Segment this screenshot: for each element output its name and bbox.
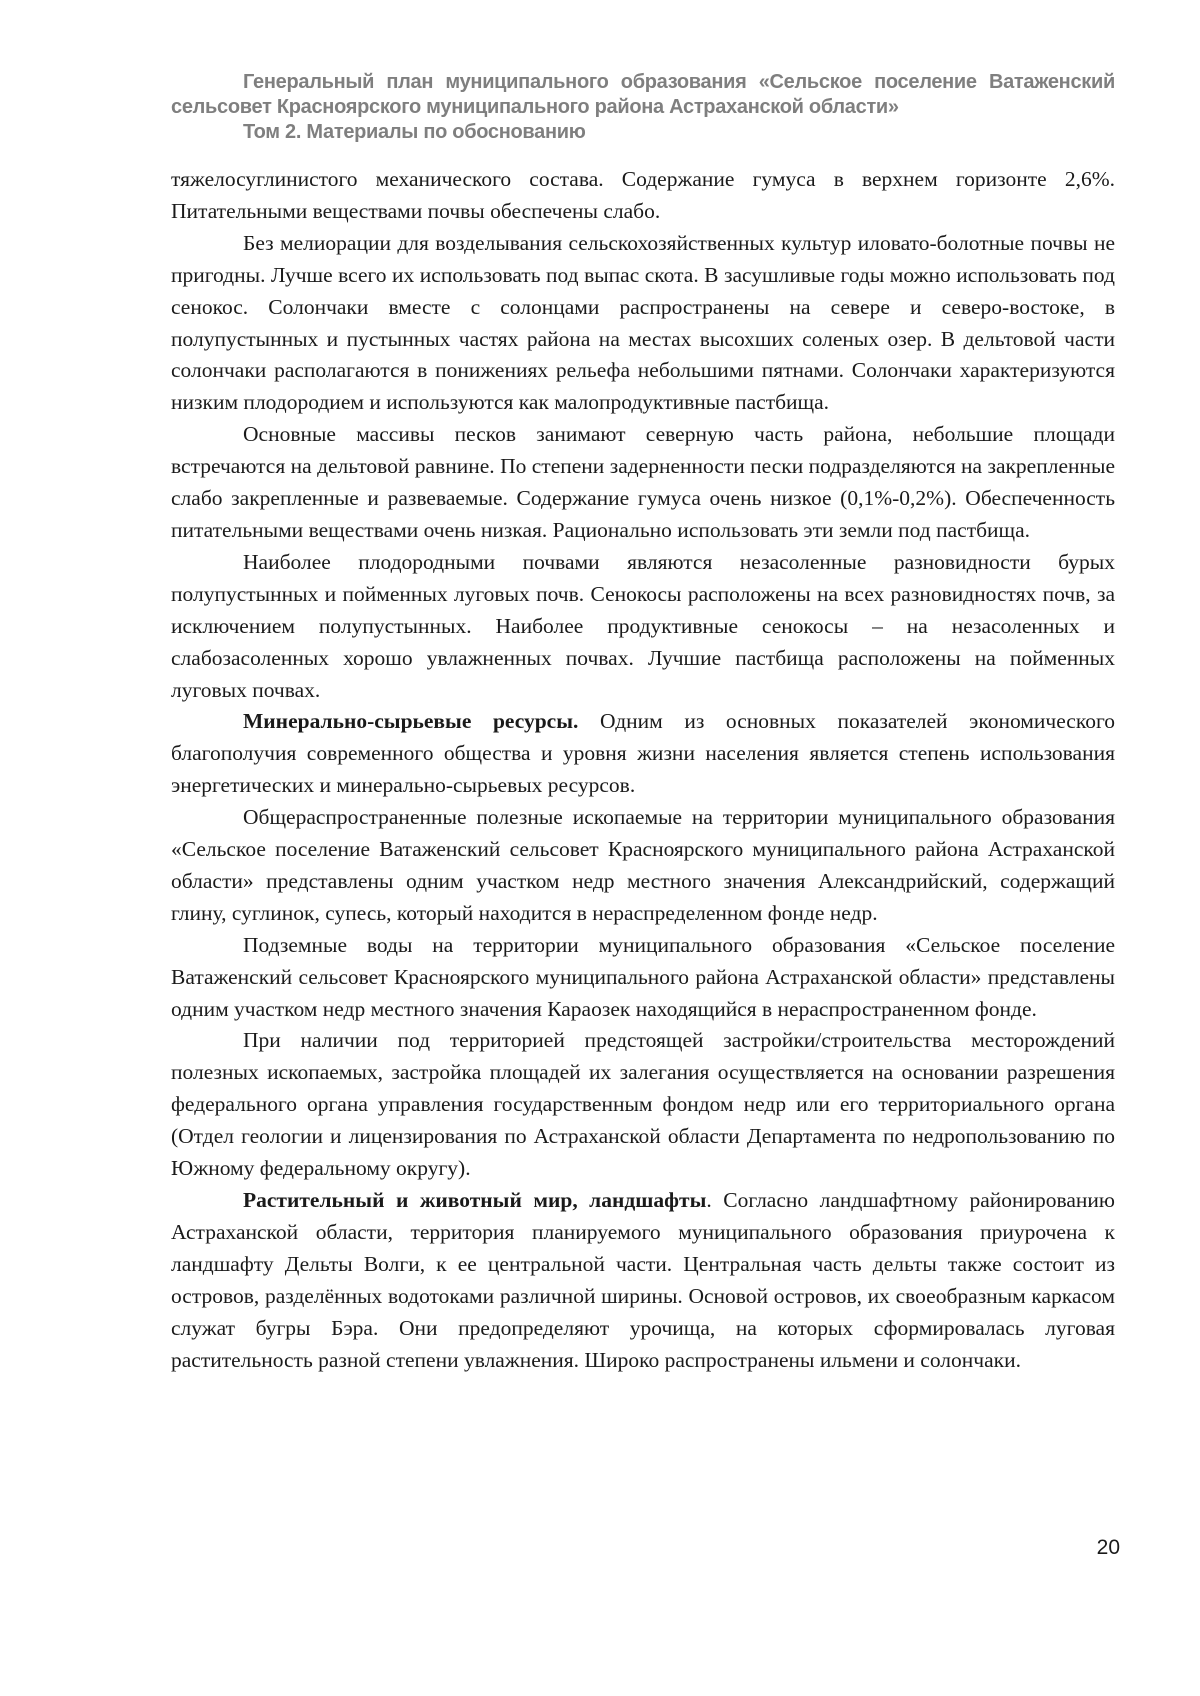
paragraph <box>171 706 1115 802</box>
paragraph <box>171 1185 1115 1376</box>
header-line-1: Генеральный план муниципального образования «Сельское поселение Ватаженский <box>243 71 1115 93</box>
paragraph-text: При наличии под территорией предстоящей застройки/строительства месторождений полезных ископаемых, застройка площадей их залегания осуществляется на основании разрешения федерального органа управления государственным фондом недр или его территориального органа (Отдел геологии и лицензирования по Астраханской области Департамента по недропользованию по Южному федеральному округу). <box>171 1028 1115 1181</box>
paragraph-text: Без мелиорации для возделывания сельскохозяйственных культур иловато-болотные почвы не пригодны. Лучше всего их использовать под выпас скота. В засушливые годы можно использовать под сенокос. Солончаки вместе с солонцами распространены на севере и северо-востоке, в полупустынных и пустынных частях района на местах высохших соленых озер. В дельтовой части солончаки располагаются в понижениях рельефа небольшими пятнами. Солончаки характеризуются низким плодородием и используются как малопродуктивные пастбища. <box>171 230 1115 415</box>
paragraph-text: Общераспространенные полезные ископаемые на территории муниципального образования «Сельское поселение Ватаженский сельсовет Красноярского муниципального района Астраханской области» представлены одним участком недр местного значения Александрийский, содержащий глину, суглинок, супесь, который находится в нераспределенном фонде недр. <box>171 805 1115 925</box>
paragraph-text: Основные массивы песков занимают северную часть района, небольшие площади встречаются на дельтовой равнине. По степени задерненности пески подразделяются на закрепленные слабо закрепленные и развеваемые. Содержание гумуса очень низкое (0,1%-0,2%). Обеспеченность питательными веществами очень низкая. Рационально использовать эти земли под пастбища. <box>171 422 1115 542</box>
paragraph <box>171 547 1115 707</box>
page-number: 20 <box>1096 1536 1120 1559</box>
paragraph <box>171 930 1115 1026</box>
running-header <box>171 70 1115 145</box>
section-heading: Минерально-сырьевые ресурсы. <box>243 709 579 734</box>
paragraph-text: Подземные воды на территории муниципального образования «Сельское поселение Ватаженский сельсовет Красноярского муниципального района Астраханской области» представлены одним участком недр местного значения Караозек находящийся в нераспространенном фонде. <box>171 932 1115 1021</box>
body-text <box>171 164 1115 1376</box>
header-volume-title: Том 2. Материалы по обоснованию <box>243 121 586 143</box>
header-line-2: сельсовет Красноярского муниципального района Астраханской области» <box>171 96 899 118</box>
paragraph <box>171 419 1115 547</box>
paragraph <box>171 228 1115 419</box>
paragraph-text: . Согласно ландшафтному районированию Астраханской области, территория планируемого муниципального образования приурочена к ландшафту Дельты Волги, к ее центральной части. Центральная часть дельты также состоит из островов, разделённых водотоками различной ширины. Основой островов, их своеобразным каркасом служат бугры Бэра. Они предопределяют урочища, на которых сформировалась луговая растительность разной степени увлажнения. Широко распространены ильмени и солончаки. <box>171 1188 1115 1372</box>
paragraph <box>171 1025 1115 1185</box>
paragraph-text: Наиболее плодородными почвами являются незасоленные разновидности бурых полупустынных и пойменных луговых почв. Сенокосы расположены на всех разновидностях почв, за исключением полупустынных. Наиболее продуктивные сенокосы – на незасоленных и слабозасоленных хорошо увлажненных почвах. Лучшие пастбища расположены на пойменных луговых почвах. <box>171 549 1115 702</box>
paragraph <box>171 164 1115 228</box>
paragraph <box>171 802 1115 930</box>
section-heading: Растительный и животный мир, ландшафты <box>243 1188 707 1212</box>
paragraph-text: тяжелосуглинистого механического состава. Содержание гумуса в верхнем горизонте 2,6%. Питательными веществами почвы обеспечены слабо. <box>171 167 1115 223</box>
paragraph-text: Одним из основных показателей экономического благополучия современного общества и уровня жизни населения является степень использования энергетических и минерально-сырьевых ресурсов. <box>171 709 1115 798</box>
